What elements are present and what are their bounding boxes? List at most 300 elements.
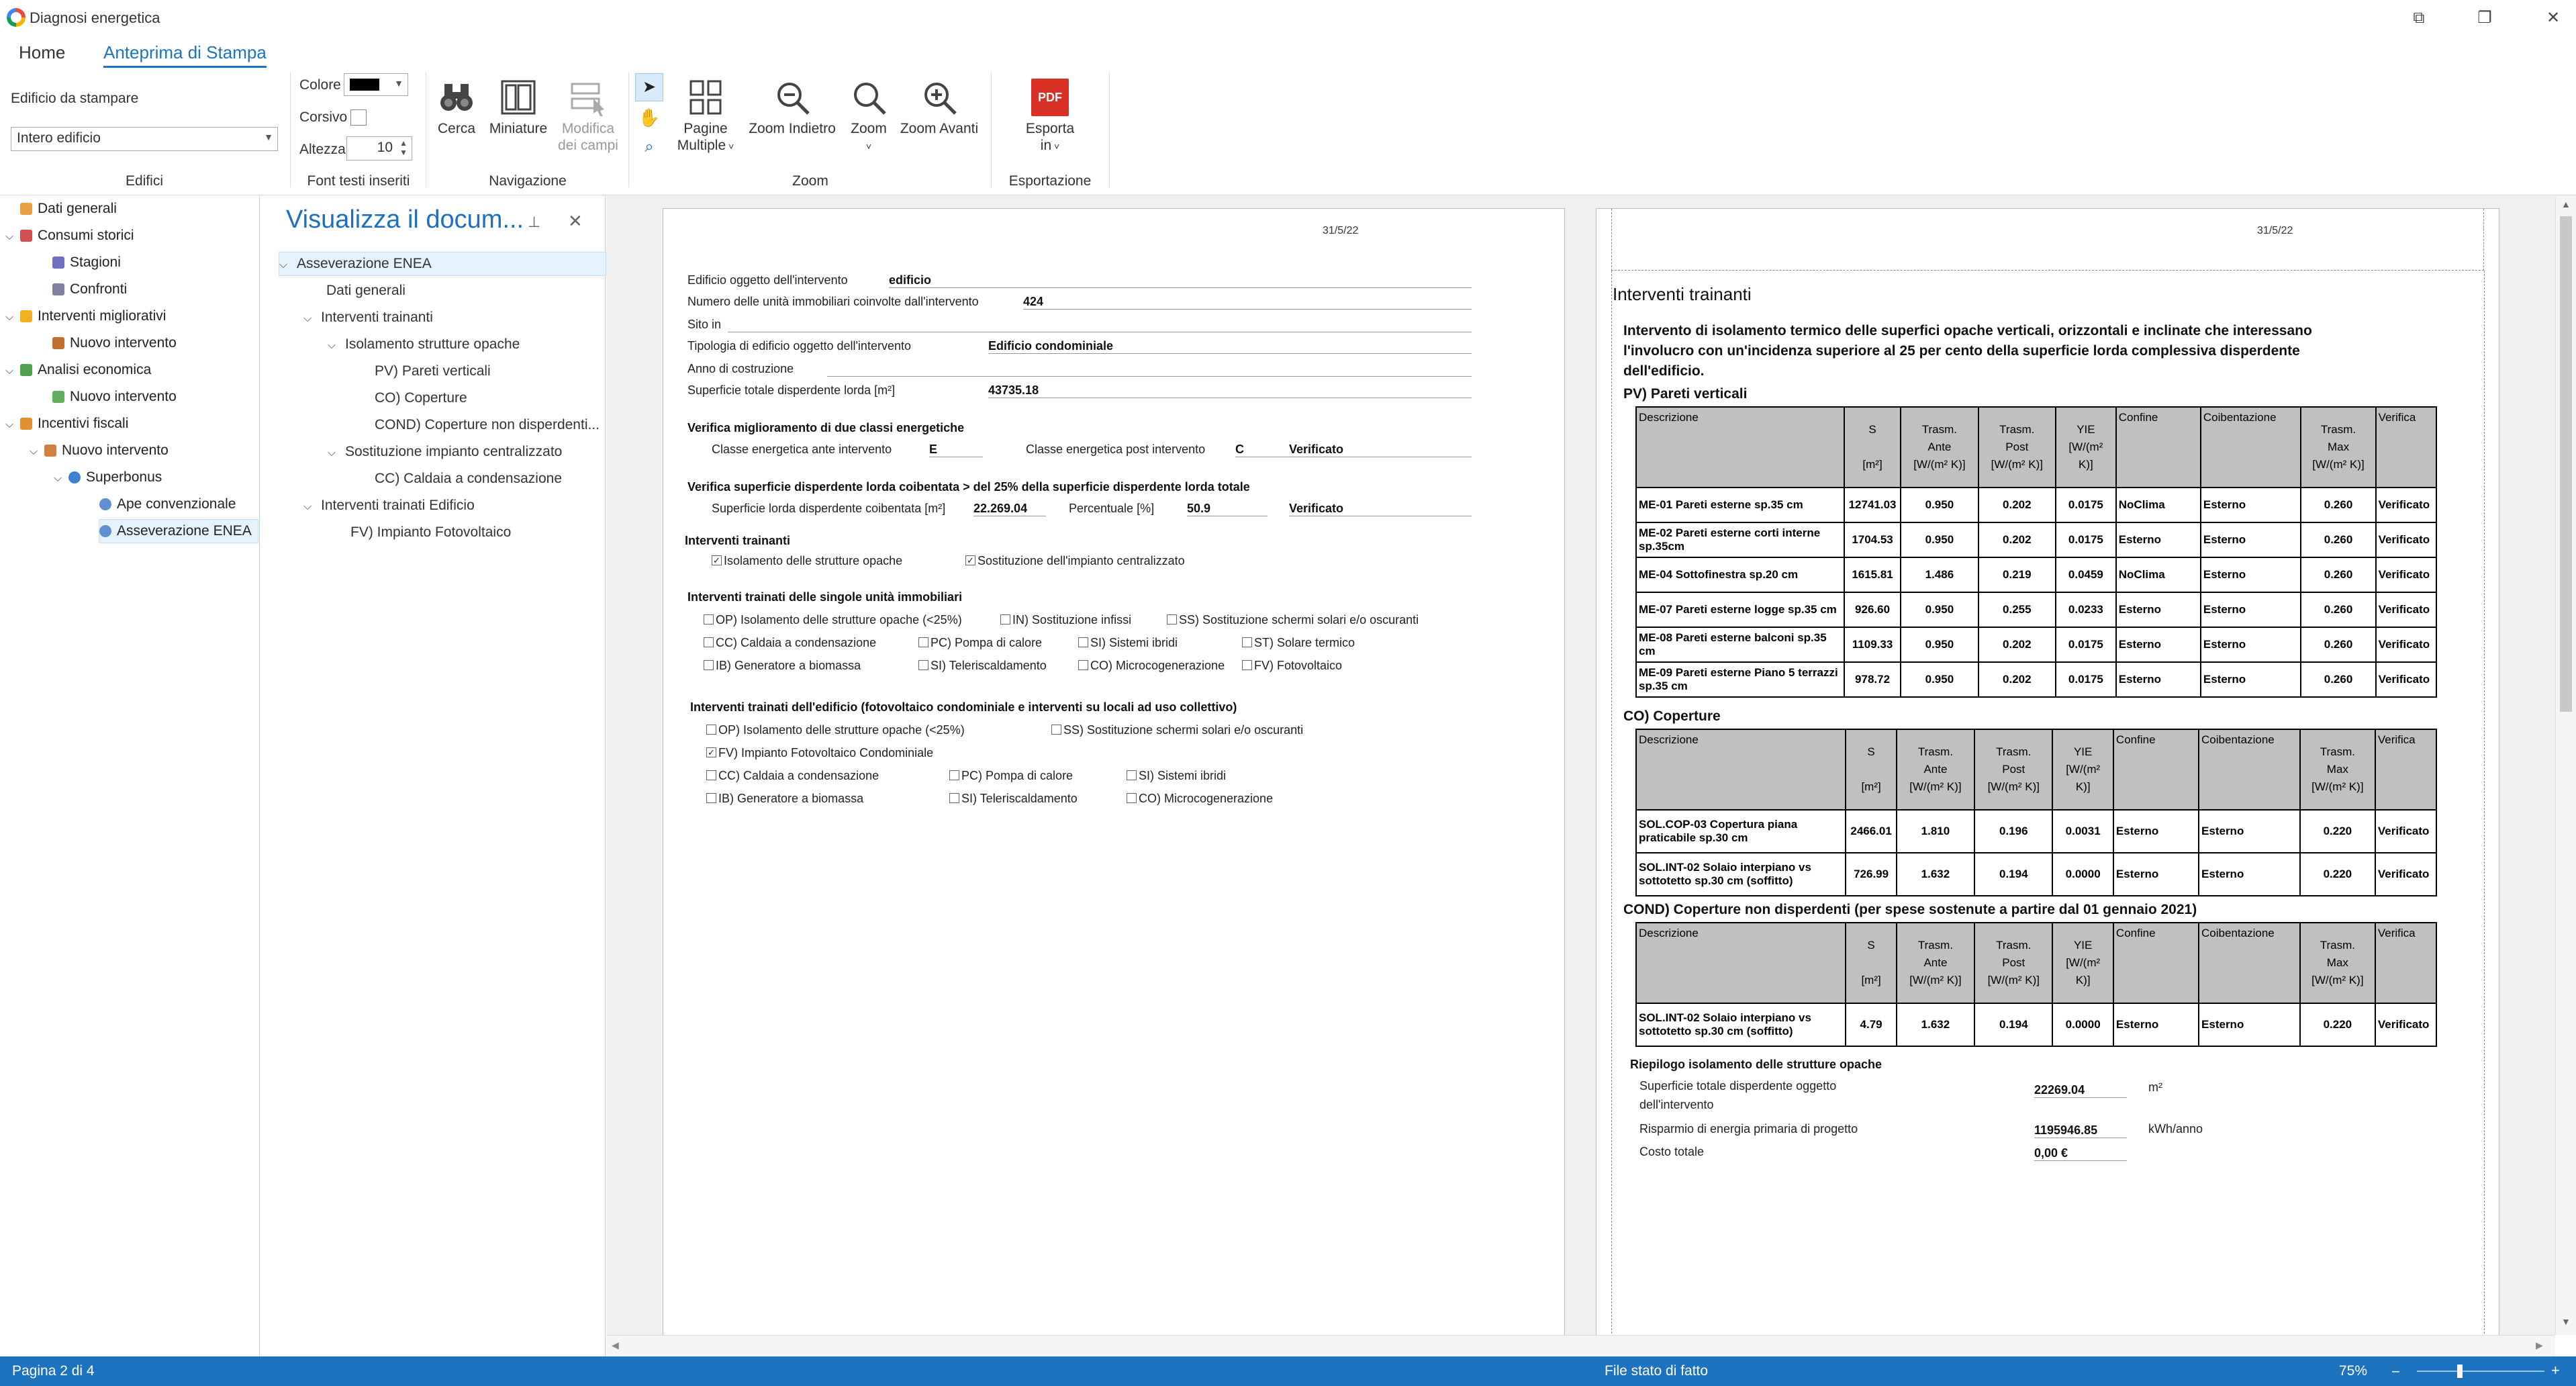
chevron-down-icon: ˅ (1051, 141, 1060, 152)
outline-item-asseverazione[interactable] (279, 252, 606, 275)
preview-page-1 (663, 208, 1565, 1343)
header-line: [W/(m² K)] (1991, 458, 2044, 471)
close-icon[interactable]: ✕ (568, 211, 583, 231)
outline-label: FV) Impianto Fotovoltaico (350, 524, 512, 540)
hand-tool-icon[interactable]: ✋ (638, 107, 661, 128)
table-cell: 1.810 (1897, 810, 1974, 853)
table-cell: 0.202 (1978, 522, 2056, 557)
checkbox-co[interactable]: CO) Microcogenerazione (1078, 659, 1225, 673)
table-cell: 0.0175 (2056, 627, 2116, 662)
chevron-down-icon[interactable]: ⌵ (5, 312, 14, 323)
checkbox-cc[interactable]: CC) Caldaia a condensazione (704, 636, 876, 650)
tree-item-nuovo-intervento-1[interactable] (52, 332, 177, 355)
header-line: [W/(m² K)] (2312, 458, 2365, 471)
checkbox-checked-icon: ✓ (965, 555, 975, 565)
outline-item-fv[interactable] (350, 521, 511, 544)
intervention-icon (44, 445, 56, 457)
header-line: [W/(m² (2068, 441, 2103, 453)
tree-item-nuovo-intervento-3[interactable] (30, 439, 169, 462)
th-descrizione: Descrizione (1636, 729, 1846, 810)
th-s (1846, 729, 1896, 810)
table-row (1636, 557, 2436, 592)
modifica-campi-button[interactable] (553, 79, 623, 154)
house-icon (20, 203, 32, 215)
table-cell: 0.202 (1978, 662, 2056, 697)
tree-item-incentivi-fiscali[interactable] (5, 412, 128, 435)
tree-label: Asseverazione ENEA (117, 523, 252, 539)
scrollbar-thumb[interactable] (2560, 216, 2572, 712)
pagine-label-1: Pagine (683, 121, 728, 136)
zoom-tool-icon[interactable]: ⌕ (645, 138, 654, 156)
modifica-label-1: Modifica (561, 121, 615, 136)
tab-anteprima-di-stampa[interactable]: Anteprima di Stampa (103, 42, 267, 68)
table-cell: Verificato (2376, 592, 2436, 627)
table-cell: Esterno (2113, 1003, 2199, 1046)
altezza-label: Altezza (299, 142, 346, 157)
header-line: Max (2327, 441, 2350, 453)
riepilogo-title: Riepilogo isolamento delle strutture opache (1630, 1058, 1882, 1071)
chart-icon (52, 391, 64, 403)
table-cell: 726.99 (1846, 853, 1896, 896)
zoom-avanti-label: Zoom Avanti (900, 121, 979, 136)
zoom-slider[interactable] (2417, 1371, 2544, 1372)
help-icon[interactable]: ⧉ (2413, 9, 2425, 27)
tree-label: Nuovo intervento (62, 443, 169, 458)
checkbox-ss-edificio[interactable]: SS) Sostituzione schermi solari e/o oscuranti (1051, 723, 1303, 737)
th-trasm-post (1974, 923, 2052, 1003)
th-trasm-ante (1897, 729, 1974, 810)
chevron-down-icon[interactable]: ⌵ (5, 419, 14, 430)
window-title: Diagnosi energetica (30, 9, 160, 26)
table-cell: 0.202 (1978, 627, 2056, 662)
header-margin-guide (1611, 209, 2484, 271)
zoom-minus-icon[interactable]: − (2391, 1363, 2400, 1380)
tree-label: Confronti (70, 281, 128, 297)
checkbox-pc-edificio[interactable]: PC) Pompa di calore (949, 769, 1073, 783)
header-line: Ante (1927, 441, 1952, 453)
percentuale-value: 50.9 (1187, 502, 1268, 516)
chevron-down-icon: ˅ (865, 141, 872, 152)
document-icon (99, 498, 111, 510)
menu-bar (0, 37, 2576, 68)
table-cell: 0.0175 (2056, 662, 2116, 697)
classe-ante-label: Classe energetica ante intervento (712, 443, 892, 456)
checkbox-cc-edificio[interactable]: CC) Caldaia a condensazione (706, 769, 879, 783)
checkbox-checked-icon: ✓ (706, 747, 716, 757)
print-preview-area (606, 196, 2555, 1356)
pointer-tool-icon[interactable]: ➤ (635, 73, 663, 101)
header-line: Trasm. (1996, 745, 2032, 758)
table-cell: 0.0175 (2056, 488, 2116, 522)
altezza-stepper[interactable] (346, 136, 412, 160)
vertical-scrollbar[interactable] (2555, 196, 2576, 1335)
table-cell: 978.72 (1844, 662, 1901, 697)
header-line: [m²] (1862, 458, 1882, 471)
outline-item-dati-generali[interactable] (326, 279, 406, 302)
header-line: [W/(m² (2066, 956, 2101, 969)
zoom-slider-thumb[interactable] (2457, 1365, 2463, 1378)
table-cell: 1.632 (1897, 853, 1974, 896)
margin-guide (2484, 271, 2485, 1344)
table-cell: SOL.INT-02 Solaio interpiano vs sottotetto sp.30 cm (soffitto) (1636, 853, 1846, 896)
status-zoom: 75% (2339, 1363, 2368, 1379)
field-label: Superficie totale disperdente lorda [m²] (687, 383, 896, 397)
outline-item-trainati-edificio[interactable] (303, 494, 475, 517)
header-line: [W/(m² K)] (1909, 780, 1962, 793)
chevron-down-icon[interactable]: ⌵ (303, 501, 312, 512)
chevron-down-icon[interactable]: ⌵ (303, 313, 312, 324)
zoom-indietro-label: Zoom Indietro (749, 121, 836, 136)
header-line: Trasm. (1917, 939, 1954, 952)
horizontal-scrollbar[interactable] (606, 1335, 2555, 1356)
pagine-multiple-button[interactable] (673, 79, 738, 155)
tree-label: Nuovo intervento (70, 335, 177, 351)
chevron-down-icon: ˅ (726, 141, 734, 152)
tree-label: Superbonus (86, 469, 162, 485)
outline-label: Isolamento strutture opache (345, 336, 520, 352)
chevron-down-icon[interactable]: ⌵ (328, 340, 336, 351)
header-line: [W/(m² K)] (2311, 974, 2364, 986)
intro-line-3: dell'edificio. (1623, 363, 1705, 379)
tree-item-nuovo-intervento-2[interactable] (52, 385, 177, 408)
zoom-label: Zoom (851, 121, 887, 136)
header-line: Max (2326, 956, 2348, 969)
scroll-right-icon[interactable]: ▶ (2536, 1340, 2543, 1350)
tree-item-asseverazione-enea[interactable] (99, 520, 258, 543)
table-row (1636, 662, 2436, 697)
color-picker[interactable] (344, 73, 408, 96)
table-cell: 1704.53 (1844, 522, 1901, 557)
superbonus-icon (68, 471, 81, 483)
table-cell: 0.0000 (2052, 1003, 2113, 1046)
project-tree (0, 196, 260, 1356)
outline-label: Interventi trainati Edificio (321, 498, 475, 513)
header-line: [W/(m² K)] (1987, 780, 2040, 793)
table-cell: ME-02 Pareti esterne corti interne sp.35cm (1636, 522, 1844, 557)
tree-item-consumi-storici[interactable] (5, 224, 134, 247)
header-line: Post (2002, 763, 2025, 776)
th-coibentazione: Coibentazione (2199, 729, 2300, 810)
table-row (1636, 522, 2436, 557)
preview-page-2 (1596, 208, 2499, 1343)
table-cell: Esterno (2201, 627, 2301, 662)
section-co-title: CO) Coperture (1623, 708, 1721, 724)
edificio-combo[interactable] (11, 127, 278, 151)
tree-item-superbonus[interactable] (54, 466, 162, 489)
header-line: Trasm. (2320, 939, 2355, 952)
table-cell: ME-01 Pareti esterne sp.35 cm (1636, 488, 1844, 522)
color-swatch (350, 79, 379, 91)
table-header-row (1636, 729, 2436, 810)
checkbox-co-edificio[interactable]: CO) Microcogenerazione (1127, 792, 1273, 806)
header-line: [W/(m² (2066, 763, 2101, 776)
classe-post-label: Classe energetica post intervento (1026, 443, 1206, 456)
tree-item-ape-convenzionale[interactable] (99, 493, 236, 516)
outline-item-sostituzione[interactable] (328, 441, 562, 463)
riepilogo-risp-value: 1195946.85 (2034, 1123, 2127, 1138)
stepper-arrows-icon[interactable]: ▲ ▼ (399, 138, 408, 157)
th-descrizione: Descrizione (1636, 923, 1846, 1003)
header-line: Trasm. (1999, 423, 2035, 436)
close-icon[interactable]: ✕ (2546, 9, 2561, 27)
riepilogo-costo-value: 0,00 € (2034, 1146, 2127, 1161)
tree-item-interventi-migliorativi[interactable] (5, 305, 166, 328)
header-line: Post (2005, 441, 2029, 453)
checkbox-tel-edificio[interactable]: SI) Teleriscaldamento (949, 792, 1078, 806)
chevron-down-icon[interactable]: ⌵ (54, 473, 62, 484)
table-cond (1635, 922, 2437, 1047)
table-cell: Esterno (2116, 592, 2201, 627)
restore-icon[interactable]: ❐ (2477, 9, 2492, 27)
multiple-pages-icon (687, 79, 724, 116)
th-trasm-ante (1901, 407, 1978, 488)
field-value (728, 318, 1472, 332)
app-logo-icon (7, 8, 26, 27)
outline-label: Sostituzione impianto centralizzato (345, 444, 563, 459)
table-cell: Esterno (2201, 522, 2301, 557)
table-cell: Esterno (2199, 853, 2300, 896)
th-yie (2052, 729, 2113, 810)
field-value: 43735.18 (988, 383, 1472, 398)
classi-esito: Verificato (1289, 443, 1472, 457)
chevron-down-icon[interactable]: ⌵ (30, 446, 38, 457)
header-line: K)] (2075, 780, 2091, 793)
table-cell: 0.950 (1901, 522, 1978, 557)
outline-label: Asseverazione ENEA (297, 256, 432, 271)
th-confine: Confine (2113, 923, 2199, 1003)
riepilogo-sup-value: 22269.04 (2034, 1083, 2127, 1098)
table-cell: Verificato (2376, 557, 2436, 592)
checkbox-isolamento[interactable] (712, 554, 902, 568)
th-trasm-max (2301, 407, 2375, 488)
checkbox-fv-edificio[interactable]: ✓ FV) Impianto Fotovoltaico Condominiale (706, 746, 933, 760)
header-line: [m²] (1861, 974, 1881, 986)
outline-title: Visualizza il docum... (286, 205, 524, 234)
percentuale-label: Percentuale [%] (1069, 502, 1155, 515)
table-cell: 0.0459 (2056, 557, 2116, 592)
cerca-button[interactable] (432, 79, 481, 137)
status-file: File stato di fatto (1605, 1363, 1709, 1379)
zoom-out-icon (773, 79, 811, 116)
colore-label: Colore (299, 77, 341, 93)
table-cell: ME-09 Pareti esterne Piano 5 terrazzi sp.35 cm (1636, 662, 1844, 697)
th-yie (2056, 407, 2116, 488)
table-cell: 0.255 (1978, 592, 2056, 627)
table-cell: Esterno (2113, 853, 2199, 896)
th-coibentazione: Coibentazione (2201, 407, 2301, 488)
compare-icon (52, 283, 64, 295)
th-trasm-max (2300, 729, 2375, 810)
corsivo-label: Corsivo (299, 109, 348, 125)
checkbox-pc[interactable]: PC) Pompa di calore (918, 636, 1042, 650)
pin-icon[interactable]: ⊥ (528, 214, 541, 230)
tree-item-stagioni[interactable] (52, 251, 121, 274)
table-cell: 926.60 (1844, 592, 1901, 627)
pagine-label-2: Multiple (677, 138, 726, 153)
section-cond-title: COND) Coperture non disperdenti (per spese sostenute a partire dal 01 gennaio 2021) (1623, 902, 2197, 917)
riepilogo-risp-label: Risparmio di energia primaria di progetto (1639, 1122, 1858, 1136)
tree-label: Consumi storici (38, 228, 134, 243)
table-cell: Verificato (2375, 853, 2436, 896)
corsivo-checkbox[interactable] (350, 109, 367, 126)
checkbox-tel[interactable]: SI) Teleriscaldamento (918, 659, 1047, 673)
th-s (1846, 923, 1896, 1003)
outline-label: CC) Caldaia a condensazione (375, 471, 562, 486)
intro-line-1: Intervento di isolamento termico delle superfici opache verticali, orizzontali e inclinate che interessano (1623, 323, 2312, 338)
table-cell: 0.0233 (2056, 592, 2116, 627)
checkbox-ib-edificio[interactable]: IB) Generatore a biomassa (706, 792, 863, 806)
table-cell: NoClima (2116, 557, 2201, 592)
table-cell: Esterno (2116, 522, 2201, 557)
outline-label: PV) Pareti verticali (375, 363, 491, 379)
table-cell: 0.950 (1901, 592, 1978, 627)
table-cell: Verificato (2376, 627, 2436, 662)
group-label-zoom: Zoom (792, 173, 828, 189)
checkbox-ss[interactable]: SS) Sostituzione schermi solari e/o oscuranti (1167, 613, 1419, 627)
header-line: YIE (2073, 745, 2093, 758)
outline-item-pv[interactable] (375, 360, 491, 383)
group-separator (290, 72, 291, 187)
miniature-button[interactable] (486, 79, 551, 137)
table-cell: 0.260 (2301, 627, 2375, 662)
tree-item-confronti[interactable] (52, 278, 127, 301)
zoom-indietro-button[interactable] (743, 79, 842, 137)
header-line: S (1867, 745, 1875, 758)
scroll-left-icon[interactable]: ◀ (612, 1340, 619, 1350)
riepilogo-sup-label-2: dell'intervento (1639, 1098, 1714, 1111)
checkbox-sostituzione[interactable] (965, 554, 1185, 568)
table-row (1636, 810, 2436, 853)
field-value (827, 362, 1472, 377)
tree-item-dati-generali[interactable] (5, 197, 117, 220)
chevron-down-icon[interactable]: ⌵ (328, 447, 336, 459)
table-cell: 0.260 (2301, 662, 2375, 697)
table-cell: 0.260 (2301, 488, 2375, 522)
table-cell: SOL.COP-03 Copertura piana praticabile sp.30 cm (1636, 810, 1846, 853)
zoom-icon (850, 79, 888, 116)
header-line: Trasm. (1996, 939, 2032, 952)
th-trasm-post (1974, 729, 2052, 810)
table-cell: Esterno (2116, 627, 2201, 662)
tree-label: Stagioni (70, 255, 121, 270)
checkbox-op[interactable]: OP) Isolamento delle strutture opache (<25%) (704, 613, 962, 627)
table-cell: 0.194 (1974, 853, 2052, 896)
table-cell: Verificato (2375, 1003, 2436, 1046)
riepilogo-risp-unit: kWh/anno (2148, 1122, 2203, 1136)
page-heading: Interventi trainanti (1613, 284, 1752, 304)
outline-item-co[interactable] (375, 387, 467, 410)
checkbox-fv[interactable]: FV) Fotovoltaico (1242, 659, 1342, 673)
th-descrizione: Descrizione (1636, 407, 1844, 488)
superficie-value: 22.269.04 (973, 502, 1046, 516)
outline-item-cond[interactable] (375, 414, 600, 436)
table-co (1635, 729, 2437, 896)
table-cell: ME-07 Pareti esterne logge sp.35 cm (1636, 592, 1844, 627)
improvement-icon (20, 310, 32, 322)
page-date: 31/5/22 (1323, 225, 1359, 236)
outline-item-interventi-trainanti[interactable] (303, 306, 433, 329)
chevron-down-icon[interactable]: ⌵ (5, 365, 14, 377)
consumption-icon (20, 230, 32, 242)
table-cell: 0.196 (1974, 810, 2052, 853)
outline-item-isolamento[interactable] (328, 333, 520, 356)
zoom-avanti-button[interactable] (896, 79, 983, 137)
th-trasm-ante (1897, 923, 1974, 1003)
scroll-up-icon[interactable]: ▲ (2561, 199, 2571, 210)
chevron-down-icon: ▼ (394, 78, 403, 89)
field-label: Edificio oggetto dell'intervento (687, 273, 848, 287)
table-cell: 0.950 (1901, 662, 1978, 697)
table-row (1636, 592, 2436, 627)
table-cell: 0.220 (2300, 810, 2375, 853)
table-cell: Esterno (2201, 488, 2301, 522)
chevron-down-icon[interactable]: ⌵ (5, 231, 14, 242)
scroll-down-icon[interactable]: ▼ (2561, 1316, 2571, 1327)
table-cell: 0.260 (2301, 557, 2375, 592)
th-s (1844, 407, 1901, 488)
tab-home[interactable]: Home (19, 42, 66, 62)
table-cell: 0.0175 (2056, 522, 2116, 557)
header-line: K)] (2075, 974, 2091, 986)
section-title-superficie: Verifica superficie disperdente lorda coibentata > del 25% della superficie disperdente lorda totale (687, 480, 1250, 494)
table-cell: Esterno (2113, 810, 2199, 853)
tree-item-analisi-economica[interactable] (5, 359, 151, 381)
tree-label: Ape convenzionale (117, 496, 236, 512)
th-trasm-post (1978, 407, 2056, 488)
page-date: 31/5/22 (2257, 225, 2293, 236)
group-separator (1109, 72, 1110, 187)
header-line: S (1867, 939, 1875, 952)
outline-item-cc[interactable] (375, 467, 562, 490)
chevron-down-icon[interactable]: ⌵ (279, 259, 288, 271)
outline-label: COND) Coperture non disperdenti... (375, 417, 600, 432)
checkbox-si[interactable]: SI) Sistemi ibridi (1078, 636, 1178, 650)
checkbox-ib[interactable]: IB) Generatore a biomassa (704, 659, 861, 673)
title-bar (0, 0, 2576, 37)
header-line: [W/(m² K)] (1987, 974, 2040, 986)
esporta-button[interactable] (1007, 79, 1093, 155)
zoom-plus-icon[interactable]: + (2551, 1362, 2560, 1379)
table-row (1636, 627, 2436, 662)
group-label-edifici: Edifici (125, 173, 164, 189)
field-label: Tipologia di edificio oggetto dell'intervento (687, 339, 911, 353)
table-cell: Esterno (2199, 1003, 2300, 1046)
table-cell: Verificato (2375, 810, 2436, 853)
edificio-combo-value: Intero edificio (17, 130, 101, 146)
classe-ante-value: E (929, 443, 983, 457)
checkbox-in[interactable]: IN) Sostituzione infissi (1000, 613, 1131, 627)
table-cell: 0.220 (2300, 1003, 2375, 1046)
riepilogo-costo-label: Costo totale (1639, 1145, 1705, 1158)
header-line: Trasm. (1921, 423, 1958, 436)
section-title-trainati-edificio: Interventi trainati dell'edificio (fotovoltaico condominiale e interventi su locali ad uso collettivo) (690, 700, 1237, 714)
header-line: S (1868, 423, 1876, 436)
outline-label: CO) Coperture (375, 390, 467, 406)
checkbox-st[interactable]: ST) Solare termico (1242, 636, 1355, 650)
table-cell: 12741.03 (1844, 488, 1901, 522)
field-value: edificio (889, 273, 1472, 288)
th-coibentazione: Coibentazione (2199, 923, 2300, 1003)
checkbox-label: Isolamento delle strutture opache (724, 554, 903, 567)
tree-label: Dati generali (38, 201, 117, 216)
zoom-button[interactable] (845, 79, 893, 155)
checkbox-si-edificio[interactable]: SI) Sistemi ibridi (1127, 769, 1226, 783)
group-label-font: Font testi inseriti (307, 173, 410, 189)
th-verifica: Verifica (2376, 407, 2436, 488)
checkbox-op-edificio[interactable]: OP) Isolamento delle strutture opache (<25%) (706, 723, 965, 737)
table-cell: Esterno (2201, 592, 2301, 627)
th-verifica: Verifica (2375, 923, 2436, 1003)
